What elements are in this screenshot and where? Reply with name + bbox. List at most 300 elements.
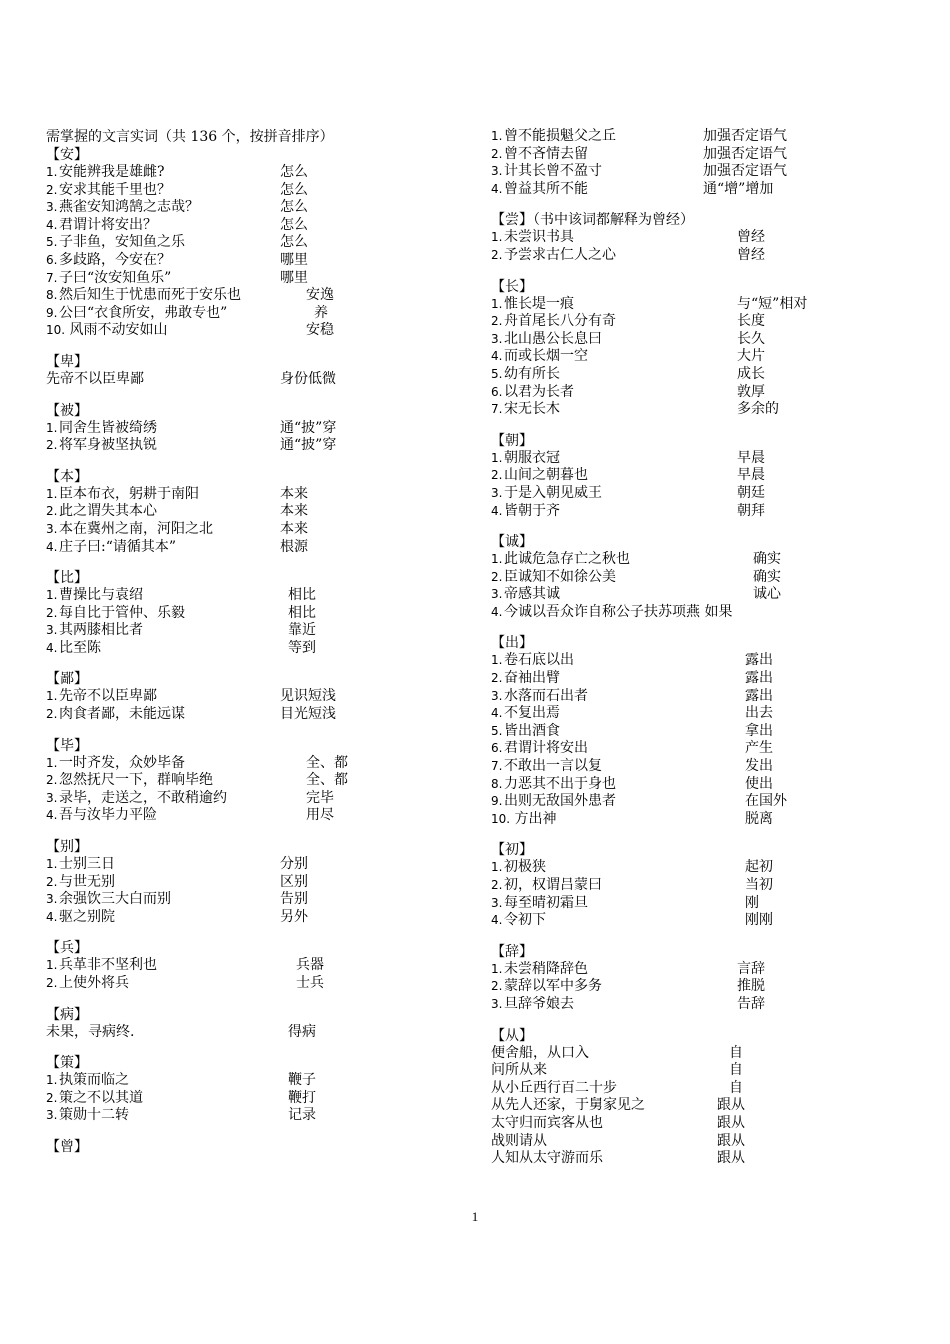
example-row	[46, 234, 446, 252]
example-row	[491, 1097, 911, 1115]
example-sentence: 未果，寻病终.	[46, 1023, 135, 1040]
word-meaning: 士兵	[296, 975, 324, 991]
item-number: 2 .	[46, 874, 59, 892]
section-heading: 【病】	[46, 1006, 88, 1023]
example-row	[491, 705, 911, 723]
example-row	[491, 366, 911, 384]
example-row	[491, 895, 911, 913]
example-row	[491, 1133, 911, 1151]
item-number: 5 .	[491, 366, 504, 384]
example-sentence: 皆出酒食	[504, 722, 560, 739]
word-meaning: 在国外	[745, 793, 787, 810]
item-number: 1 .	[46, 755, 59, 773]
example-row	[46, 909, 446, 927]
example-row	[491, 978, 911, 996]
word-meaning: 怎么	[280, 216, 308, 233]
example-sentence: 曾不吝情去留	[504, 145, 588, 162]
example-sentence: 每至晴初霜旦	[504, 894, 588, 911]
example-sentence: 臣诚知不如徐公美	[504, 568, 616, 585]
example-sentence: 计其长曾不盈寸	[504, 163, 602, 180]
example-sentence: 不敢出一言以复	[504, 758, 602, 775]
example-sentence: 而或长烟一空	[504, 348, 588, 365]
example-row	[46, 688, 446, 706]
example-row	[46, 503, 446, 521]
example-row	[46, 287, 446, 305]
section-heading: 【别】	[46, 839, 88, 856]
word-meaning: 兵器	[296, 957, 324, 974]
item-number: 3 .	[46, 199, 59, 217]
word-meaning: 朝廷	[737, 484, 765, 501]
vocab-section	[491, 128, 911, 198]
example-row	[491, 569, 911, 587]
example-row	[491, 961, 911, 979]
item-number: 3 .	[46, 622, 59, 640]
item-number: 1 .	[491, 652, 504, 670]
section-heading: 【比】	[46, 570, 88, 587]
word-meaning: 跟从	[717, 1150, 745, 1167]
example-sentence: 方出神	[510, 810, 557, 827]
example-row	[46, 975, 446, 993]
example-row	[46, 486, 446, 504]
example-sentence: 本在冀州之南，河阳之北	[59, 520, 213, 537]
example-row	[46, 252, 446, 270]
item-number: 6 .	[46, 252, 59, 270]
item-number: 1 .	[491, 961, 504, 979]
word-meaning: 跟从	[717, 1097, 745, 1114]
example-sentence: 皆朝于齐	[504, 502, 560, 519]
example-sentence: 以君为长者	[504, 383, 574, 400]
example-sentence: 不复出焉	[504, 705, 560, 722]
example-sentence: 帝感其诚	[504, 586, 560, 603]
example-sentence: 今诚以吾众诈自称公子扶苏项燕 如果	[504, 603, 733, 620]
word-meaning: 根源	[280, 538, 308, 555]
word-meaning: 使出	[745, 775, 773, 792]
section-heading: 【毕】	[46, 737, 88, 754]
item-number: 8 .	[46, 287, 59, 305]
example-row	[46, 605, 446, 623]
document-title: 需掌握的文言实词（共 136 个，按拼音排序）	[46, 129, 334, 145]
example-sentence: 士别三日	[59, 856, 115, 873]
item-number: 1 .	[46, 688, 59, 706]
example-row	[491, 688, 911, 706]
example-sentence: 便舍船，从口入	[491, 1044, 589, 1061]
item-number: 9 .	[46, 305, 59, 323]
vocab-section	[46, 838, 446, 926]
example-row	[46, 270, 446, 288]
example-sentence: 一时齐发，众妙毕备	[59, 754, 185, 771]
word-meaning: 加强否定语气	[703, 128, 787, 144]
vocab-section	[491, 432, 911, 520]
example-sentence: 人知从太守游而乐	[491, 1150, 603, 1167]
item-number: 1 .	[491, 229, 504, 247]
word-meaning: 怎么	[280, 164, 308, 180]
example-sentence: 子非鱼，安知鱼之乐	[59, 234, 185, 251]
example-row	[46, 182, 446, 200]
word-meaning: 全、都	[306, 772, 348, 789]
example-row	[46, 807, 446, 825]
example-sentence: 风雨不动安如山	[65, 322, 168, 339]
vocab-section	[491, 278, 911, 419]
word-meaning: 等到	[288, 639, 316, 656]
example-sentence: 多歧路，今安在？	[59, 251, 171, 268]
word-meaning: 早晨	[737, 449, 765, 466]
section-heading: 【出】	[491, 635, 533, 652]
example-row	[46, 1072, 446, 1090]
item-number: 9 .	[491, 793, 504, 811]
word-meaning: 发出	[745, 758, 773, 775]
example-row	[491, 1045, 911, 1063]
word-meaning: 拿出	[745, 722, 773, 739]
example-sentence: 子曰“汝安知鱼乐”	[59, 269, 172, 286]
item-number: 3 .	[491, 996, 504, 1014]
word-meaning: 鞭打	[288, 1089, 316, 1106]
example-sentence: 朝服衣冠	[504, 449, 560, 466]
example-row	[46, 874, 446, 892]
word-meaning: 推脱	[737, 978, 765, 995]
word-meaning: 身份低微	[280, 370, 336, 387]
word-meaning: 成长	[737, 365, 765, 382]
word-meaning: 用尽	[306, 807, 334, 824]
example-sentence: 出则无敌国外患者	[504, 793, 616, 810]
example-row	[491, 1062, 911, 1080]
example-sentence: 蒙辞以军中多务	[504, 978, 602, 995]
vocab-section	[46, 146, 446, 340]
example-sentence: 驱之别院	[59, 908, 115, 925]
word-meaning: 跟从	[717, 1132, 745, 1149]
item-number: 3 .	[46, 1107, 59, 1125]
section-heading: 【鄙】	[46, 671, 88, 688]
example-sentence: 安求其能千里也？	[59, 181, 171, 198]
example-row	[46, 1024, 446, 1042]
word-meaning: 产生	[745, 740, 773, 757]
vocab-section	[491, 841, 911, 929]
word-meaning: 诚心	[753, 586, 781, 603]
example-row	[491, 503, 911, 521]
word-meaning: 与“短”相对	[737, 295, 808, 312]
word-meaning: 得病	[288, 1023, 316, 1040]
word-meaning: 曾经	[737, 229, 765, 246]
example-sentence: 安能辨我是雄雌?	[59, 164, 165, 180]
example-sentence: 肉食者鄙，未能远谋	[59, 706, 185, 723]
word-meaning: 怎么	[280, 234, 308, 251]
word-meaning: 跟从	[717, 1114, 745, 1131]
item-number: 2 .	[46, 182, 59, 200]
example-sentence: 从小丘西行百二十步	[491, 1079, 617, 1096]
word-meaning: 自	[729, 1062, 743, 1079]
example-sentence: 每自比于管仲、乐毅	[59, 604, 185, 621]
example-sentence: 策之不以其道	[59, 1089, 143, 1106]
example-row	[491, 296, 911, 314]
example-sentence: 奋袖出臂	[504, 670, 560, 687]
example-sentence: 其两膝相比者	[59, 622, 143, 639]
word-meaning: 哪里	[280, 251, 308, 268]
example-row	[46, 164, 446, 182]
example-sentence: 燕雀安知鸿鹄之志哉？	[59, 199, 199, 216]
section-heading: 【长】	[491, 278, 533, 295]
word-meaning: 养	[314, 304, 328, 321]
section-heading: 【辞】	[491, 943, 533, 960]
example-row	[491, 811, 911, 829]
example-row	[491, 229, 911, 247]
item-number: 2 .	[491, 978, 504, 996]
word-meaning: 全、都	[306, 754, 348, 771]
item-number: 2 .	[491, 467, 504, 485]
example-row	[491, 450, 911, 468]
item-number: 7 .	[46, 270, 59, 288]
example-row	[491, 776, 911, 794]
example-row	[491, 877, 911, 895]
item-number: 2 .	[46, 1090, 59, 1108]
example-row	[491, 670, 911, 688]
item-number: 4 .	[491, 503, 504, 521]
item-number: 2 .	[491, 313, 504, 331]
example-row	[46, 199, 446, 217]
example-row	[491, 652, 911, 670]
item-number: 4 .	[46, 909, 59, 927]
vocab-section	[46, 1138, 446, 1156]
word-meaning: 曾经	[737, 246, 765, 263]
example-sentence: 舟首尾长八分有奇	[504, 313, 616, 330]
word-meaning: 本来	[280, 485, 308, 502]
item-number: 2 .	[46, 503, 59, 521]
example-row	[491, 331, 911, 349]
example-sentence: 山间之朝暮也	[504, 467, 588, 484]
item-number: 2 .	[491, 569, 504, 587]
word-meaning: 记录	[288, 1107, 316, 1124]
item-number: 6 .	[491, 384, 504, 402]
item-number: 4 .	[491, 181, 504, 199]
example-sentence: 幼有所长	[504, 365, 560, 382]
example-sentence: 君谓计将安出	[504, 740, 588, 757]
example-row	[46, 706, 446, 724]
item-number: 2 .	[491, 877, 504, 895]
example-sentence: 庄子曰:“请循其本”	[59, 538, 177, 555]
word-meaning: 长度	[737, 313, 765, 330]
word-meaning: 怎么	[280, 181, 308, 198]
vocab-section	[491, 1027, 911, 1168]
word-meaning: 早晨	[737, 467, 765, 484]
vocab-section	[491, 211, 911, 264]
item-number: 3 .	[491, 163, 504, 181]
vocab-section	[491, 634, 911, 828]
example-sentence: 吾与汝毕力平险	[59, 807, 157, 824]
word-meaning: 安稳	[306, 322, 334, 339]
example-row	[491, 758, 911, 776]
item-number: 3 .	[491, 688, 504, 706]
item-number: 3 .	[491, 586, 504, 604]
example-row	[491, 128, 911, 146]
item-number: 1 .	[46, 587, 59, 605]
page-number: 1	[471, 1209, 479, 1224]
example-sentence: 上使外将兵	[59, 975, 129, 991]
vocab-section	[46, 1054, 446, 1125]
example-sentence: 从先人还家，于舅家见之	[491, 1097, 645, 1114]
section-heading: 【安】	[46, 147, 88, 163]
example-row	[46, 521, 446, 539]
example-row	[491, 181, 911, 199]
section-heading: 【尝】（书中该词都解释为曾经）	[491, 212, 694, 229]
item-number: 1 .	[491, 296, 504, 314]
word-meaning: 加强否定语气	[703, 145, 787, 162]
example-row	[46, 322, 446, 340]
item-number: 2 .	[46, 605, 59, 623]
item-number: 4 .	[491, 604, 504, 622]
item-number: 8 .	[491, 776, 504, 794]
item-number: 3 .	[491, 331, 504, 349]
vocab-section	[46, 670, 446, 723]
example-row	[491, 912, 911, 930]
example-sentence: 先帝不以臣卑鄙	[59, 688, 157, 705]
example-row	[491, 485, 911, 503]
example-row	[491, 586, 911, 604]
word-meaning: 通“披”穿	[280, 437, 337, 454]
word-meaning: 多余的	[737, 401, 779, 418]
section-heading: 【本】	[46, 468, 88, 485]
example-row	[46, 437, 446, 455]
example-sentence: 然后知生于忧患而死于安乐也	[59, 287, 241, 304]
example-row	[46, 305, 446, 323]
item-number: 1 .	[46, 856, 59, 874]
example-row	[491, 793, 911, 811]
section-heading: 【兵】	[46, 940, 88, 957]
vocab-section	[46, 353, 446, 389]
example-sentence: 执策而临之	[59, 1072, 129, 1089]
example-row	[46, 891, 446, 909]
word-meaning: 露出	[745, 670, 773, 687]
item-number: 1 .	[46, 1072, 59, 1090]
vocab-section	[46, 737, 446, 825]
example-sentence: 初，权谓吕蒙曰	[504, 877, 602, 893]
example-sentence: 此诚危急存亡之秋也	[504, 551, 630, 568]
example-row	[46, 1107, 446, 1125]
item-number: 5 .	[46, 234, 59, 252]
item-number: 1 .	[46, 486, 59, 504]
item-number: 4 .	[46, 539, 59, 557]
word-meaning: 完毕	[306, 789, 334, 806]
example-sentence: 卷石底以出	[504, 652, 574, 669]
item-number: 4 .	[491, 705, 504, 723]
example-row	[46, 217, 446, 235]
right-column	[491, 128, 911, 1168]
item-number: 5 .	[491, 723, 504, 741]
item-number: 3 .	[46, 790, 59, 808]
example-sentence: 比至陈	[59, 639, 101, 656]
word-meaning: 加强否定语气	[703, 163, 787, 180]
word-meaning: 朝拜	[737, 502, 765, 519]
item-number: 2 .	[491, 670, 504, 688]
item-number: 1 .	[491, 859, 504, 877]
example-sentence: 余强饮三大白而别	[59, 891, 171, 908]
vocab-section	[491, 943, 911, 1014]
word-meaning: 起初	[745, 859, 773, 876]
word-meaning: 告辞	[737, 995, 765, 1012]
word-meaning: 本来	[280, 503, 308, 520]
example-sentence: 与世无别	[59, 873, 115, 890]
word-meaning: 敦厚	[737, 383, 765, 400]
example-sentence: 曾不能损魁父之丘	[504, 128, 616, 144]
example-sentence: 战则请从	[491, 1132, 547, 1149]
word-meaning: 相比	[288, 587, 316, 604]
word-meaning: 通“披”穿	[280, 419, 337, 436]
section-heading: 【从】	[491, 1027, 533, 1044]
example-sentence: 宋无长木	[504, 401, 560, 418]
vocab-section	[46, 569, 446, 657]
section-heading: 【策】	[46, 1055, 88, 1072]
section-heading: 【卑】	[46, 353, 88, 370]
word-meaning: 怎么	[280, 199, 308, 216]
word-meaning: 目光短浅	[280, 706, 336, 723]
word-meaning: 另外	[280, 908, 308, 925]
section-heading: 【诚】	[491, 534, 533, 551]
example-sentence: 此之谓失其本心	[59, 503, 157, 520]
example-sentence: 初极狭	[504, 859, 546, 876]
example-sentence: 公曰“衣食所安，弗敢专也”	[59, 304, 228, 321]
section-heading: 【朝】	[491, 432, 533, 449]
word-meaning: 哪里	[280, 269, 308, 286]
example-sentence: 力恶其不出于身也	[504, 775, 616, 792]
item-number: 2 .	[46, 706, 59, 724]
item-number: 4 .	[46, 640, 59, 658]
example-row	[491, 859, 911, 877]
example-sentence: 兵革非不坚利也	[59, 957, 157, 974]
example-sentence: 曾益其所不能	[504, 180, 588, 197]
item-number: 2 .	[491, 146, 504, 164]
word-meaning: 本来	[280, 520, 308, 537]
word-meaning: 自	[729, 1079, 743, 1096]
word-meaning: 靠近	[288, 622, 316, 639]
item-number: 3 .	[46, 521, 59, 539]
example-row	[46, 755, 446, 773]
word-meaning: 分别	[280, 856, 308, 873]
item-number: 4 .	[491, 912, 504, 930]
example-sentence: 录毕，走送之，不敢稍逾约	[59, 789, 227, 806]
example-row	[491, 551, 911, 569]
vocab-section	[491, 533, 911, 621]
example-sentence: 予尝求古仁人之心	[504, 246, 616, 263]
vocab-section	[46, 402, 446, 455]
item-number: 3 .	[491, 485, 504, 503]
example-sentence: 水落而石出者	[504, 687, 588, 704]
example-sentence: 先帝不以臣卑鄙	[46, 370, 144, 387]
example-row	[46, 587, 446, 605]
item-number: 10 .	[46, 322, 65, 340]
item-number: 7 .	[491, 758, 504, 776]
example-row	[46, 539, 446, 557]
word-meaning: 确实	[753, 551, 781, 568]
word-meaning: 当初	[745, 877, 773, 893]
example-sentence: 臣本布衣，躬耕于南阳	[59, 485, 199, 502]
word-meaning: 安逸	[306, 287, 334, 304]
example-row	[491, 401, 911, 419]
item-number: 1 .	[491, 551, 504, 569]
item-number: 4 .	[491, 348, 504, 366]
example-sentence: 将军身被坚执锐	[59, 437, 157, 454]
item-number: 4 .	[46, 217, 59, 235]
item-number: 2 .	[46, 975, 59, 993]
word-meaning: 大片	[737, 348, 765, 365]
example-row	[491, 247, 911, 265]
example-row	[46, 640, 446, 658]
section-heading: 【被】	[46, 402, 88, 419]
item-number: 1 .	[491, 450, 504, 468]
word-meaning: 出去	[745, 705, 773, 722]
example-row	[491, 1115, 911, 1133]
left-column	[46, 128, 446, 1156]
word-meaning: 确实	[753, 568, 781, 585]
item-number: 3 .	[46, 891, 59, 909]
item-number: 2 .	[46, 772, 59, 790]
example-row	[46, 856, 446, 874]
